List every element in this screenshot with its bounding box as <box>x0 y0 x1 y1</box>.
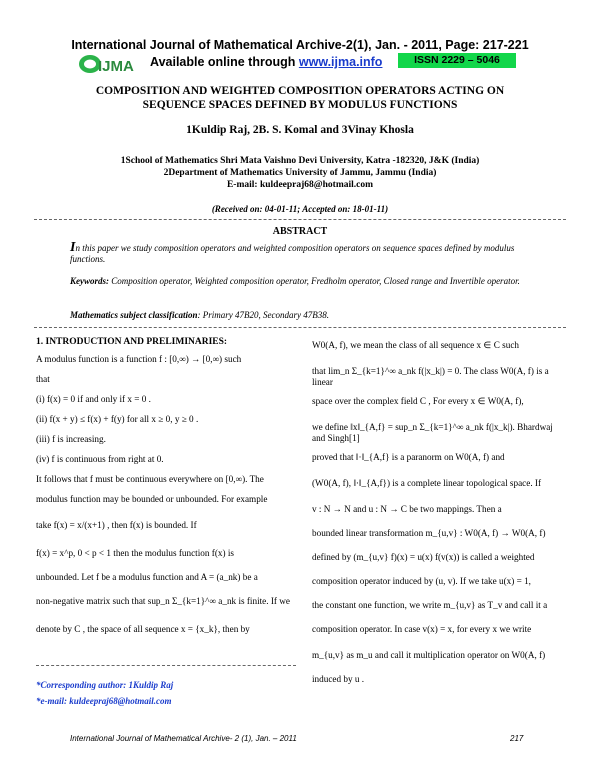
divider <box>34 219 566 220</box>
paragraph-line: induced by u . <box>312 674 365 684</box>
footnote-rule <box>36 665 296 666</box>
email-line: E-mail: kuldeepraj68@hotmail.com <box>226 180 374 190</box>
paragraph-line: space over the complex field C , For every x ∈ W0(A, f), <box>312 396 524 406</box>
footer-journal: International Journal of Mathematical Archive- 2 (1), Jan. – 2011 <box>70 734 297 743</box>
paragraph-line: (W0(A, f), ‖·‖_{A,f}) is a complete linear topological space. If <box>312 478 542 488</box>
keywords-text: Composition operator, Weighted composition operator, Fredholm operator, Closed range and Invertible operator. <box>111 276 520 286</box>
divider <box>34 327 566 328</box>
paragraph-line: unbounded. Let f be a modulus function and A = (a_nk) be a <box>36 572 258 582</box>
paragraph-line: (ii) f(x + y) ≤ f(x) + f(y) for all x ≥ 0, y ≥ 0 . <box>36 414 199 424</box>
ijma-logo <box>76 52 138 76</box>
logo-text: IJMA <box>98 58 134 75</box>
msc-classification <box>70 310 329 320</box>
right-column <box>312 340 566 694</box>
paragraph-line: (iv) f is continuous from right at 0. <box>36 454 164 464</box>
affiliations <box>0 155 600 191</box>
abstract-body: n this paper we study composition operators and weighted composition operators on sequence spaces defined by modulus functions. <box>70 243 515 264</box>
paragraph-line: It follows that f must be continuous everywhere on [0,∞). The <box>36 474 264 484</box>
journal-link[interactable]: www.ijma.info <box>298 55 383 69</box>
msc-text: : Primary 47B20, Secondary 47B38. <box>197 310 329 320</box>
drop-cap: I <box>70 240 76 255</box>
paragraph-line: f(x) = x^p, 0 < p < 1 then the modulus function f(x) is <box>36 548 234 558</box>
paragraph-line: proved that ‖·‖_{A,f} is a paranorm on W0(A, f) and <box>312 452 505 462</box>
keywords-label: Keywords: <box>70 276 109 286</box>
author-email: *e-mail: kuldeepraj68@hotmail.com <box>36 696 172 706</box>
keywords <box>70 276 532 287</box>
paragraph-line: defined by (m_{u,v} f)(x) = u(x) f(v(x)) is called a weighted <box>312 552 535 562</box>
availability-line <box>150 55 382 69</box>
paragraph-line: v : N → N and u : N → C be two mappings. Then a <box>312 504 502 514</box>
authors: 1Kuldip Raj, 2B. S. Komal and 3Vinay Khosla <box>186 124 414 136</box>
abstract-text <box>70 242 532 265</box>
issn-badge: ISSN 2229 – 5046 <box>398 53 516 68</box>
paragraph-line: (iii) f is increasing. <box>36 434 106 444</box>
msc-label: Mathematics subject classification <box>70 310 198 320</box>
affiliation-line: 2Department of Mathematics University of Jammu, Jammu (India) <box>163 168 437 178</box>
paragraph-line: take f(x) = x/(x+1) , then f(x) is bounded. If <box>36 520 197 530</box>
page-number: 217 <box>510 734 524 743</box>
corresponding-author: *Corresponding author: 1Kuldip Raj <box>36 680 174 690</box>
received-dates: (Received on: 04-01-11; Accepted on: 18-01-11) <box>211 204 389 214</box>
section-heading: 1. INTRODUCTION AND PRELIMINARIES: <box>36 337 228 347</box>
affiliation-line: 1School of Mathematics Shri Mata Vaishno Devi University, Katra -182320, J&K (India) <box>120 156 480 166</box>
paragraph-line: (i) f(x) = 0 if and only if x = 0 . <box>36 394 151 404</box>
paragraph-line: m_{u,v} as m_u and call it multiplication operator on W0(A, f) <box>312 650 546 660</box>
paragraph-line: we define ‖x‖_{A,f} = sup_n Σ_{k=1}^∞ a_nk f(|x_k|). Bhardwaj and Singh[1] <box>312 422 553 443</box>
paragraph-line: bounded linear transformation m_{u,v} : W0(A, f) → W0(A, f) <box>312 528 546 538</box>
paragraph-line: modulus function may be bounded or unbounded. For example <box>36 494 268 504</box>
paragraph-line: W0(A, f), we mean the class of all sequence x ∈ C such <box>312 340 519 350</box>
journal-header: International Journal of Mathematical Archive-2(1), Jan. - 2011, Page: 217-221 <box>71 38 529 52</box>
paragraph-line: denote by C , the space of all sequence x = {x_k}, then by <box>36 624 250 634</box>
paragraph-line: composition operator. In case v(x) = x, for every x we write <box>312 624 532 634</box>
available-text: Available online through <box>150 55 296 69</box>
paragraph-line: A modulus function is a function f : [0,∞) → [0,∞) such <box>36 354 242 364</box>
paragraph-line: that lim_n Σ_{k=1}^∞ a_nk f(|x_k|) = 0. The class W0(A, f) is a linear <box>312 366 549 387</box>
left-column <box>36 354 294 644</box>
abstract-heading: ABSTRACT <box>272 226 328 237</box>
paper-title <box>0 84 600 112</box>
paragraph-line: the constant one function, we write m_{u,v} as T_v and call it a <box>312 600 548 610</box>
paragraph-line: that <box>36 374 50 384</box>
title-line: SEQUENCE SPACES DEFINED BY MODULUS FUNCTIONS <box>142 99 458 111</box>
title-line: COMPOSITION AND WEIGHTED COMPOSITION OPERATORS ACTING ON <box>95 85 505 97</box>
paragraph-line: non-negative matrix such that sup_n Σ_{k=1}^∞ a_nk is finite. If we <box>36 596 290 606</box>
paragraph-line: composition operator induced by (u, v). If we take u(x) = 1, <box>312 576 531 586</box>
